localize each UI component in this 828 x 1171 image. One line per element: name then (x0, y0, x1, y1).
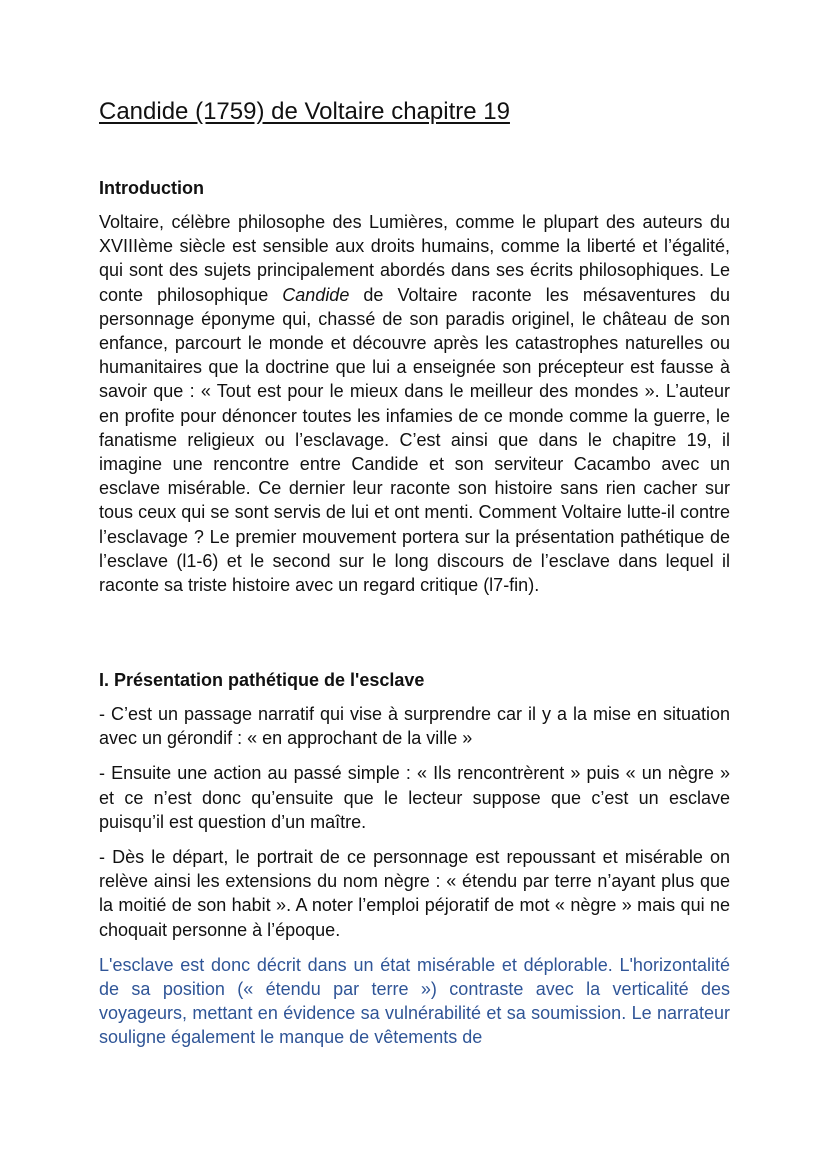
intro-text-after: de Voltaire raconte les mésaventures du personnage éponyme qui, chassé de son paradis originel, le château de son enfance, parcourt le monde et découvre après les catastrophes naturelles ou humanitaires que la doctrine que lui a enseignée son précepteur est fausse à savoir que : « Tout est pour le mieux dans le meilleur des mondes ». L’auteur en profite pour dénoncer toutes les infamies de ce monde comme la guerre, le fanatisme religieux ou l’esclavage. C’est ainsi que dans le chapitre 19, il imagine une rencontre entre Candide et son serviteur Cacambo avec un esclave misérable. Ce dernier leur raconte son histoire sans rien cacher sur tous ceux qui se sont servis de lui et ont menti. Comment Voltaire lutte-il contre l’esclavage ? Le premier mouvement portera sur la présentation pathétique de l’esclave (l1-6) et le second sur le long discours de l’esclave dans lequel il raconte sa triste histoire avec un regard critique (l7-fin). (99, 284, 730, 596)
introduction-heading: Introduction (99, 178, 204, 198)
introduction-paragraph (99, 210, 730, 597)
intro-text-italic: Candide (282, 284, 350, 305)
section-1-highlight-paragraph: L'esclave est donc décrit dans un état misérable et déplorable. L'horizontalité de sa position (« étendu par terre ») contraste avec la verticalité des voyageurs, mettant en évidence sa vulnérabilité et sa soumission. Le narrateur souligne également le manque de vêtements de (99, 954, 730, 1048)
introduction-section (99, 176, 730, 597)
section-1-paragraph: - Dès le départ, le portrait de ce personnage est repoussant et misérable on relève ainsi les extensions du nom nègre : « étendu par terre n’ayant plus que la moitié de son habit ». A noter l’emploi péjoratif de mot « nègre » mais qui ne choquait personne à l’époque. (99, 847, 730, 940)
intro-text-before: Voltaire, célèbre philosophe des Lumières, comme le plupart des auteurs du XVIIIème siècle est sensible aux droits humains, comme la liberté et l’égalité, qui sont des sujets principalement abordés dans ses écrits philosophiques. Le conte philosophique (99, 212, 730, 305)
section-1 (99, 668, 730, 1050)
section-1-heading: I. Présentation pathétique de l'esclave (99, 670, 425, 690)
section-1-paragraph: - Ensuite une action au passé simple : « Ils rencontrèrent » puis « un nègre » et ce n’est donc qu’ensuite que le lecteur suppose que c’est un esclave puisqu’il est question d’un maître. (99, 763, 730, 832)
section-1-paragraph: - C’est un passage narratif qui vise à surprendre car il y a la mise en situation avec un gérondif : « en approchant de la ville » (99, 704, 730, 749)
document-title: Candide (1759) de Voltaire chapitre 19 (99, 98, 510, 125)
